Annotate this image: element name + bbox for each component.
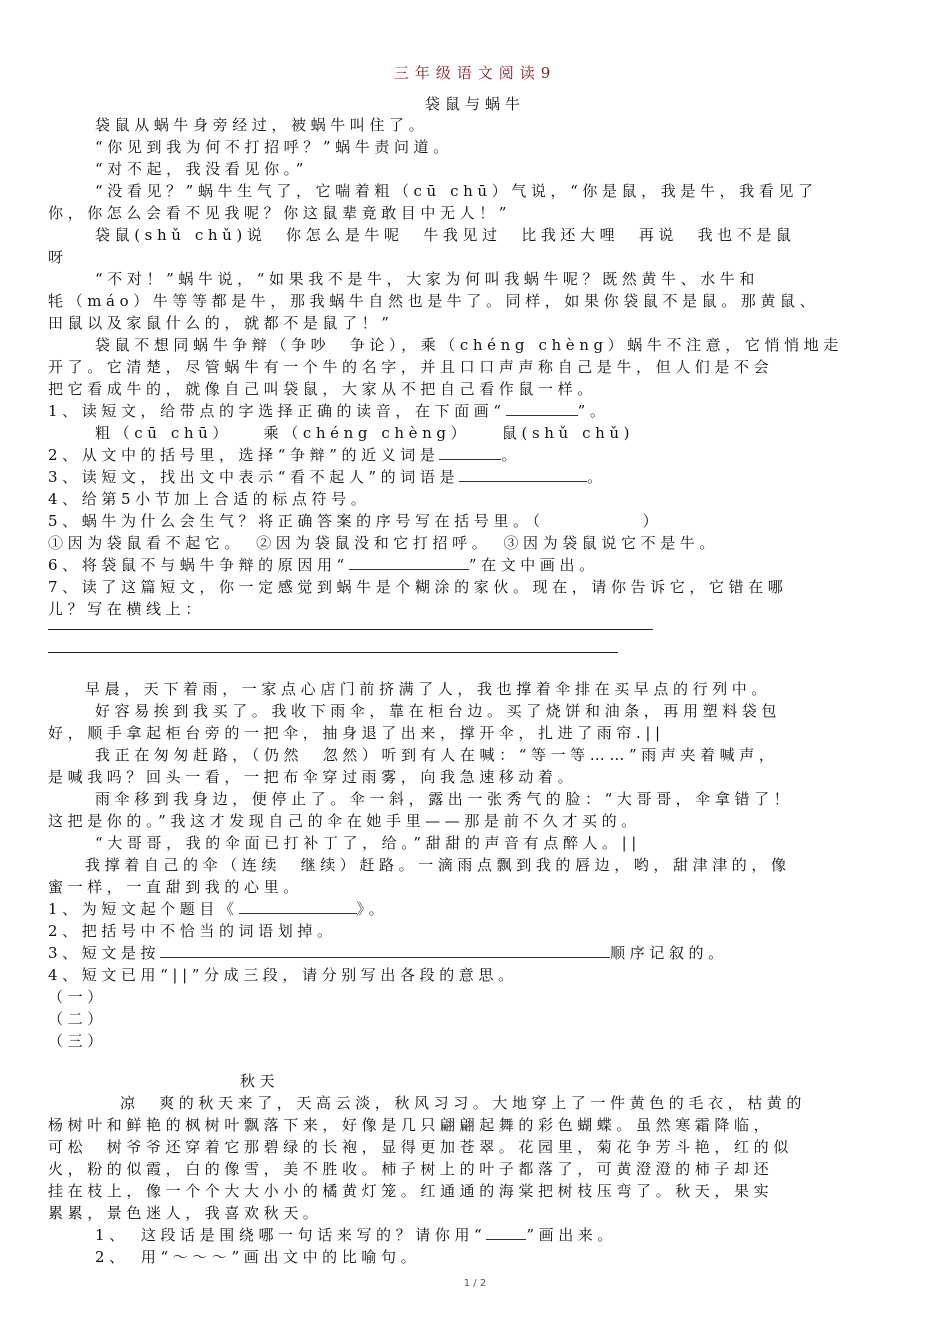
- answer-blank[interactable]: [439, 444, 501, 460]
- passage2-line: 雨伞移到我身边，便停止了。伞一斜，露出一张秀气的脸：“大哥哥，伞拿错了！: [95, 790, 794, 808]
- passage2-line: “大哥哥，我的伞面已打补丁了，给。”甜甜的声音有点醉人。||: [95, 834, 641, 852]
- answer-blank[interactable]: [486, 1224, 526, 1240]
- passage2-line: 早晨，天下着雨，一家点心店门前挤满了人，我也撑着伞排在买早点的行列中。: [85, 680, 772, 698]
- question-5-options: ①因为袋鼠看不起它。 ②因为袋鼠没和它打招呼。 ③因为袋鼠说它不是牛。: [48, 534, 720, 552]
- passage1-line: 牦（máo）牛等等都是牛，那我蜗牛自然也是牛了。同样，如果你袋鼠不是鼠。那黄鼠、: [48, 292, 820, 310]
- passage1-line: “对不起，我没看见你。”: [95, 160, 309, 178]
- answer-blank[interactable]: [239, 898, 357, 914]
- p2-question-3: 3、短文是按 顺序记叙的。: [48, 944, 728, 962]
- p2-question-1: 1、为短文起个题目《 》。: [48, 900, 389, 918]
- passage1-line: 袋鼠不想同蜗牛争辩（争吵 争论），乘（chéng chèng）蜗牛不注意，它悄悄地走: [95, 336, 843, 354]
- question-5: 5、蜗牛为什么会生气？将正确答案的序号写在括号里。（ ）: [48, 512, 663, 530]
- passage2-line: 这把是你的。”我这才发现自己的伞在她手里——那是前不久才买的。: [48, 812, 641, 830]
- passage2-line: 是喊我吗？回头一看，一把布伞穿过雨雾，向我急速移动着。: [48, 768, 578, 786]
- question-1-options: 粗（cū chū） 乘（chéng chèng） 鼠(shǔ chǔ): [95, 424, 635, 442]
- question-3: 3、读短文，找出文中表示“看不起人”的词语是 。: [48, 468, 607, 486]
- passage3-line: 可松 树爷爷还穿着它那碧绿的长袍，显得更加苍翠。花园里，菊花争芳斗艳，红的似: [48, 1138, 793, 1156]
- answer-blank[interactable]: [506, 400, 578, 416]
- passage3-line: 凉 爽的秋天来了，天高云淡，秋风习习。大地穿上了一件黄色的毛衣，枯黄的: [120, 1094, 807, 1112]
- answer-line[interactable]: [48, 652, 618, 653]
- p2-answer-part-1: （一）: [48, 988, 107, 1006]
- passage3-title: 秋天: [240, 1072, 280, 1090]
- passage1-line: “没看见？”蜗牛生气了，它喘着粗（cū chū）气说，“你是鼠，我是牛，我看见了: [95, 182, 818, 200]
- passage3-line: 累累，景色迷人，我喜欢秋天。: [48, 1204, 323, 1222]
- passage2-line: 好，顺手拿起柜台旁的一把伞，抽身退了出来，撑开伞，扎进了雨帘.||: [48, 724, 665, 742]
- answer-blank[interactable]: [459, 466, 587, 482]
- passage1-line: “你见到我为何不打招呼？”蜗牛责问道。: [95, 138, 453, 156]
- passage1-line: 呀: [48, 248, 68, 266]
- passage1-title: 袋鼠与蜗牛: [424, 95, 525, 113]
- passage1-line: 袋鼠从蜗牛身旁经过，被蜗牛叫住了。: [95, 116, 429, 134]
- question-2: 2、从文中的括号里，选择“争辩”的近义词是 。: [48, 446, 522, 464]
- passage3-line: 杨树叶和鲜艳的枫树叶飘落下来，好像是几只翩翩起舞的彩色蝴蝶。虽然寒霜降临，: [48, 1116, 774, 1134]
- passage1-line: 把它看成牛的，就像自己叫袋鼠，大家从不把自己看作鼠一样。: [48, 380, 597, 398]
- passage2-line: 蜜一样，一直甜到我的心里。: [48, 878, 303, 896]
- page-number: 1 / 2: [463, 1278, 487, 1289]
- passage1-line: 开了。它清楚，尽管蜗牛有一个牛的名字，并且口口声声称自己是牛，但人们是不会: [48, 358, 774, 376]
- answer-blank[interactable]: [349, 554, 469, 570]
- question-4: 4、给第5小节加上合适的标点符号。: [48, 490, 371, 508]
- question-6: 6、将袋鼠不与蜗牛争辩的原因用“ ”在文中画出。: [48, 556, 599, 574]
- passage3-line: 火，粉的似霞，白的像雪，美不胜收。柿子树上的叶子都落了，可黄澄澄的柿子却还: [48, 1160, 774, 1178]
- p2-question-2: 2、把括号中不恰当的词语划掉。: [48, 922, 337, 940]
- passage1-line: 袋鼠(shǔ chǔ)说 你怎么是牛呢 牛我见过 比我还大哩 再说 我也不是鼠: [95, 226, 796, 244]
- question-7: 7、读了这篇短文，你一定感觉到蜗牛是个糊涂的家伙。现在，请你告诉它，它错在哪: [48, 578, 788, 596]
- p2-answer-part-3: （三）: [48, 1032, 107, 1050]
- question-7-cont: 儿？写在横线上：: [48, 600, 205, 618]
- question-1: 1、读短文，给带点的字选择正确的读音，在下面画“ ”。: [48, 402, 610, 420]
- p2-answer-part-2: （二）: [48, 1010, 107, 1028]
- passage1-line: 你，你怎么会看不见我呢？你这鼠辈竟敢目中无人！”: [48, 204, 512, 222]
- passage2-line: 好容易挨到我买了。我收下雨伞，靠在柜台边。买了烧饼和油条，再用塑料袋包: [95, 702, 782, 720]
- passage1-line: 田鼠以及家鼠什么的，就都不是鼠了！”: [48, 314, 394, 332]
- passage2-line: 我正在匆匆赶路，（仍然 忽然）听到有人在喊：“等一等……”雨声夹着喊声，: [95, 746, 779, 764]
- p3-question-2: 2、 用“～～～”画出文中的比喻句。: [95, 1248, 421, 1266]
- passage1-line: “不对！”蜗牛说，“如果我不是牛，大家为何叫我蜗牛呢？既然黄牛、水牛和: [95, 270, 760, 288]
- p3-question-1: 1、 这段话是围绕哪一句话来写的？请你用“ ”画出来。: [95, 1226, 617, 1244]
- answer-line[interactable]: [48, 629, 653, 630]
- passage3-line: 挂在枝上，像一个个大大小小的橘黄灯笼。红通通的海棠把树枝压弯了。秋天，果实: [48, 1182, 774, 1200]
- p2-question-4: 4、短文已用“||”分成三段，请分别写出各段的意思。: [48, 966, 518, 984]
- answer-blank[interactable]: [160, 942, 610, 958]
- passage2-line: 我撑着自己的伞（连续 继续）赶路。一滴雨点飘到我的唇边，哟，甜津津的，像: [85, 856, 791, 874]
- worksheet-title: 三年级语文阅读9: [393, 64, 557, 82]
